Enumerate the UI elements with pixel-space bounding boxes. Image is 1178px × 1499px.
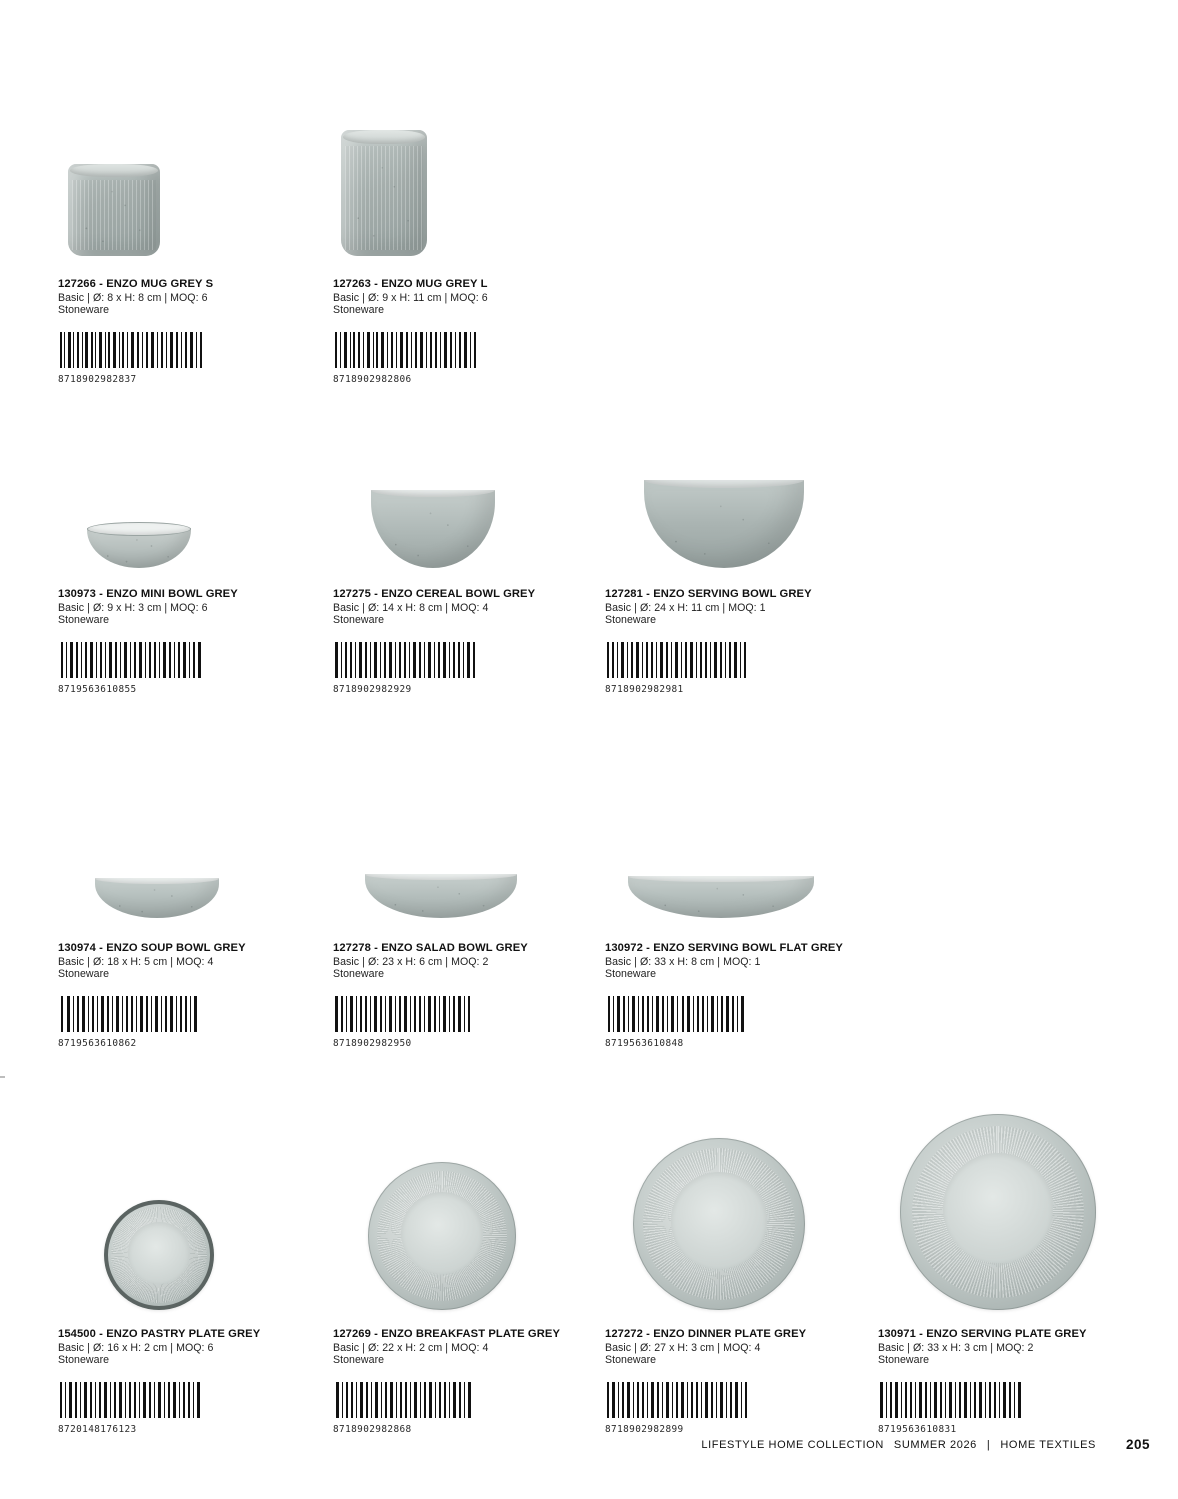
barcode-number: 8719563610848 (605, 1038, 684, 1049)
title-dash: - (646, 942, 650, 954)
product-material: Stoneware (333, 968, 385, 980)
barcode-image (333, 996, 481, 1032)
barcode-image (605, 642, 753, 678)
product-row (58, 798, 1128, 1146)
product-title (58, 942, 330, 954)
barcode-number: 8719563610862 (58, 1038, 137, 1049)
product-material: Stoneware (333, 1354, 385, 1366)
product-image (333, 1146, 605, 1310)
product-card[interactable] (333, 96, 605, 385)
footer-collection: LIFESTYLE HOME COLLECTION (701, 1439, 884, 1451)
product-title (333, 942, 605, 954)
product-card[interactable] (605, 448, 877, 695)
product-image (605, 1146, 877, 1310)
page-number: 205 (1125, 1437, 1150, 1452)
product-code: 127275 (333, 588, 371, 600)
product-spec: Basic | Ø: 18 x H: 5 cm | MOQ: 4 (58, 956, 214, 968)
product-title (878, 1328, 1150, 1340)
product-spec: Basic | Ø: 33 x H: 3 cm | MOQ: 2 (878, 1342, 1034, 1354)
product-name: ENZO SERVING BOWL FLAT GREY (653, 942, 843, 954)
product-image (58, 448, 330, 568)
product-name: ENZO SERVING PLATE GREY (926, 1328, 1087, 1340)
product-name: ENZO MUG GREY S (106, 278, 214, 290)
enzo-pastry-plate-grey-art (104, 1200, 214, 1310)
product-image (605, 448, 877, 568)
product-title (58, 1328, 330, 1340)
plate-well (943, 1153, 1053, 1263)
enzo-mug-grey-l-art (341, 130, 427, 256)
product-material: Stoneware (58, 1354, 110, 1366)
product-name: ENZO MINI BOWL GREY (106, 588, 238, 600)
speckle-texture (68, 164, 160, 256)
barcode-image (605, 1382, 753, 1418)
title-dash: - (646, 1328, 650, 1340)
product-image (333, 448, 605, 568)
enzo-serving-bowl-flat-grey-art (628, 876, 814, 918)
product-spec: Basic | Ø: 23 x H: 6 cm | MOQ: 2 (333, 956, 489, 968)
barcode-number: 8718902982981 (605, 684, 684, 695)
product-code: 127269 (333, 1328, 371, 1340)
product-material: Stoneware (333, 614, 385, 626)
product-title (605, 942, 877, 954)
product-code: 130974 (58, 942, 96, 954)
speckle-texture (87, 528, 191, 568)
barcode-image (333, 642, 481, 678)
product-spec: Basic | Ø: 14 x H: 8 cm | MOQ: 4 (333, 602, 489, 614)
barcode-number: 8718902982899 (605, 1424, 684, 1435)
barcode-image (605, 996, 753, 1032)
product-material: Stoneware (58, 304, 110, 316)
product-material: Stoneware (878, 1354, 930, 1366)
product-material: Stoneware (605, 1354, 657, 1366)
barcode-number: 8720148176123 (58, 1424, 137, 1435)
product-spec: Basic | Ø: 8 x H: 8 cm | MOQ: 6 (58, 292, 208, 304)
enzo-mug-grey-s-art (68, 164, 160, 256)
title-dash: - (99, 942, 103, 954)
product-code: 130972 (605, 942, 643, 954)
enzo-serving-plate-grey-art (900, 1114, 1096, 1310)
product-name: ENZO MUG GREY L (381, 278, 488, 290)
title-dash: - (919, 1328, 923, 1340)
product-card[interactable] (58, 798, 330, 1049)
product-card[interactable] (605, 798, 877, 1049)
product-row (58, 448, 1128, 798)
page-trim-mark (0, 1076, 5, 1078)
footer-category: HOME TEXTILES (1000, 1439, 1096, 1451)
title-dash: - (374, 278, 378, 290)
product-name: ENZO BREAKFAST PLATE GREY (381, 1328, 561, 1340)
product-image (58, 798, 330, 918)
product-code: 130973 (58, 588, 96, 600)
enzo-soup-bowl-grey-art (95, 878, 219, 918)
product-code: 127266 (58, 278, 96, 290)
product-card[interactable] (605, 1146, 877, 1435)
title-dash: - (374, 588, 378, 600)
product-image (605, 798, 877, 918)
enzo-mini-bowl-grey-art (87, 528, 191, 568)
product-material: Stoneware (58, 968, 110, 980)
product-spec: Basic | Ø: 9 x H: 3 cm | MOQ: 6 (58, 602, 208, 614)
product-material: Stoneware (605, 614, 657, 626)
speckle-texture (341, 130, 427, 256)
product-code: 130971 (878, 1328, 916, 1340)
title-dash: - (99, 278, 103, 290)
product-image (333, 96, 605, 256)
product-material: Stoneware (333, 304, 385, 316)
product-title (333, 1328, 605, 1340)
title-dash: - (99, 588, 103, 600)
barcode-image (333, 1382, 481, 1418)
product-card[interactable] (333, 798, 605, 1049)
speckle-texture (644, 480, 804, 568)
barcode-number: 8718902982806 (333, 374, 412, 385)
product-spec: Basic | Ø: 16 x H: 2 cm | MOQ: 6 (58, 1342, 214, 1354)
product-image (58, 1146, 330, 1310)
barcode-image (333, 332, 481, 368)
product-title (333, 278, 605, 290)
product-row (58, 1146, 1128, 1476)
product-image (58, 96, 330, 256)
product-grid (58, 96, 1128, 1476)
product-material: Stoneware (605, 968, 657, 980)
barcode-number: 8719563610855 (58, 684, 137, 695)
enzo-cereal-bowl-grey-art (371, 490, 495, 568)
product-name: ENZO SALAD BOWL GREY (381, 942, 528, 954)
footer-separator: | (986, 1439, 991, 1451)
barcode-number: 8718902982837 (58, 374, 137, 385)
title-dash: - (646, 588, 650, 600)
product-name: ENZO SOUP BOWL GREY (106, 942, 246, 954)
product-title (605, 588, 877, 600)
product-name: ENZO PASTRY PLATE GREY (106, 1328, 261, 1340)
product-code: 154500 (58, 1328, 96, 1340)
title-dash: - (374, 1328, 378, 1340)
product-spec: Basic | Ø: 27 x H: 3 cm | MOQ: 4 (605, 1342, 761, 1354)
product-spec: Basic | Ø: 22 x H: 2 cm | MOQ: 4 (333, 1342, 489, 1354)
barcode-number: 8718902982929 (333, 684, 412, 695)
barcode-image (878, 1382, 1026, 1418)
plate-well (671, 1172, 767, 1268)
product-name: ENZO CEREAL BOWL GREY (381, 588, 536, 600)
product-card[interactable] (58, 1146, 330, 1435)
product-image (333, 798, 605, 918)
speckle-texture (95, 878, 219, 918)
product-spec: Basic | Ø: 24 x H: 11 cm | MOQ: 1 (605, 602, 766, 614)
barcode-number: 8718902982950 (333, 1038, 412, 1049)
product-card[interactable] (58, 96, 330, 385)
product-card[interactable] (333, 1146, 605, 1435)
product-row (58, 96, 1128, 448)
product-name: ENZO SERVING BOWL GREY (653, 588, 812, 600)
product-title (58, 278, 330, 290)
product-image (878, 1146, 1150, 1310)
page-footer (0, 1439, 1178, 1469)
enzo-salad-bowl-grey-art (365, 874, 517, 918)
speckle-texture (371, 490, 495, 568)
product-code: 127272 (605, 1328, 643, 1340)
product-card[interactable] (58, 448, 330, 695)
barcode-image (58, 996, 206, 1032)
product-title (58, 588, 330, 600)
product-spec: Basic | Ø: 33 x H: 8 cm | MOQ: 1 (605, 956, 761, 968)
title-dash: - (374, 942, 378, 954)
product-code: 127263 (333, 278, 371, 290)
speckle-texture (365, 874, 517, 918)
product-spec: Basic | Ø: 9 x H: 11 cm | MOQ: 6 (333, 292, 488, 304)
product-code: 127281 (605, 588, 643, 600)
plate-rim (104, 1200, 214, 1310)
title-dash: - (99, 1328, 103, 1340)
footer-season: SUMMER 2026 (893, 1439, 977, 1451)
product-title (333, 588, 605, 600)
enzo-serving-bowl-grey-art (644, 480, 804, 568)
product-name: ENZO DINNER PLATE GREY (653, 1328, 807, 1340)
barcode-image (58, 1382, 206, 1418)
product-card[interactable] (333, 448, 605, 695)
barcode-image (58, 332, 206, 368)
barcode-image (58, 642, 206, 678)
product-title (605, 1328, 877, 1340)
barcode-number: 8719563610831 (878, 1424, 957, 1435)
enzo-dinner-plate-grey-art (633, 1138, 805, 1310)
product-code: 127278 (333, 942, 371, 954)
product-card[interactable] (878, 1146, 1150, 1435)
speckle-texture (628, 876, 814, 918)
enzo-breakfast-plate-grey-art (368, 1162, 516, 1310)
barcode-number: 8718902982868 (333, 1424, 412, 1435)
product-material: Stoneware (58, 614, 110, 626)
page-left-margin (0, 0, 4, 1080)
